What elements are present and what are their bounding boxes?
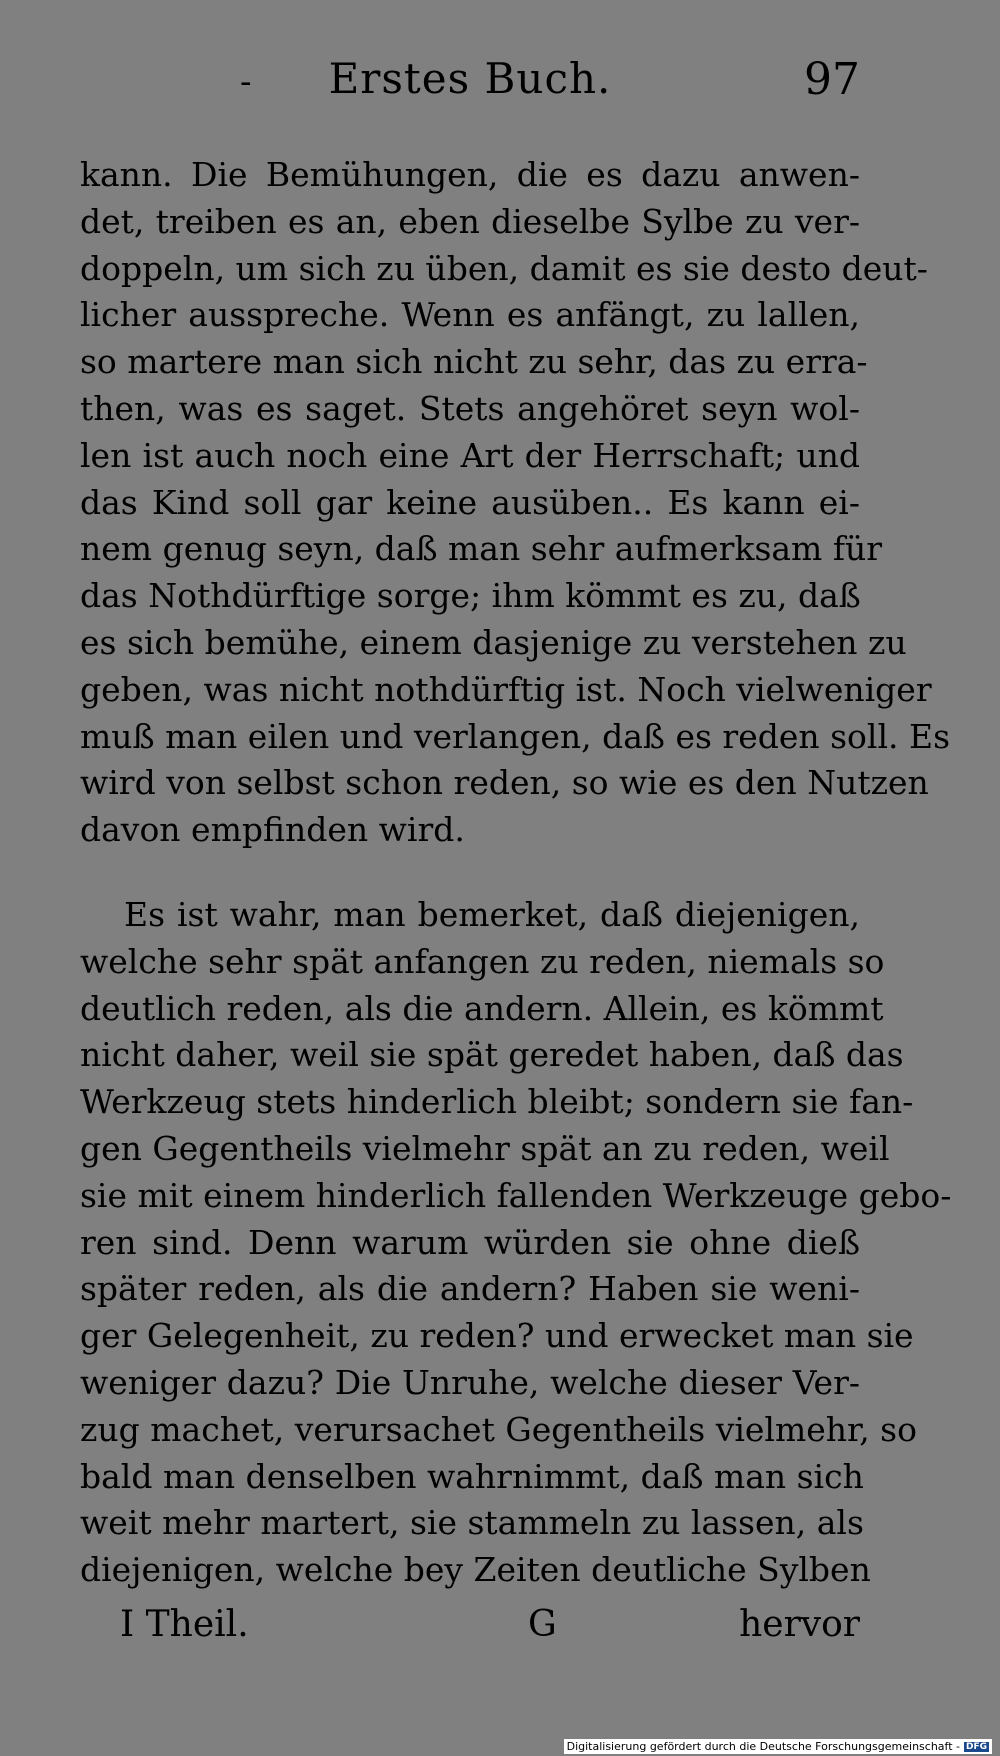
text-line: weniger dazu? Die Unruhe, welche dieser Ver- bbox=[80, 1362, 860, 1402]
text-line: len ist auch noch eine Art der Herrschaft; und bbox=[80, 435, 860, 475]
credit-text: Digitalisierung gefördert durch die Deutsche Forschungsgemeinschaft - bbox=[566, 1740, 960, 1753]
paragraph-1 bbox=[80, 152, 951, 854]
text-line: weit mehr martert, sie stammeln zu lassen, als bbox=[80, 1503, 864, 1543]
text-line: det, treiben es an, eben dieselbe Sylbe zu ver- bbox=[80, 201, 860, 241]
text-line: welche sehr spät anfangen zu reden, niemals so bbox=[80, 941, 885, 981]
text-line: licher ausspreche. Wenn es anfängt, zu lallen, bbox=[80, 295, 860, 335]
text-line: diejenigen, welche bey Zeiten deutliche Sylben bbox=[80, 1550, 871, 1590]
volume-signature: I Theil. bbox=[120, 1604, 249, 1645]
text-line: wird von selbst schon reden, so wie es den Nutzen bbox=[80, 763, 929, 803]
running-header bbox=[80, 54, 860, 114]
text-line: das Nothdürftige sorge; ihm kömmt es zu, daß bbox=[80, 576, 861, 616]
text-line: bald man denselben wahrnimmt, daß man sich bbox=[80, 1456, 864, 1496]
text-line: nicht daher, weil sie spät geredet haben, daß das bbox=[80, 1035, 904, 1075]
text-line: Es ist wahr, man bemerket, daß diejenigen, bbox=[124, 895, 860, 934]
text-line: so martere man sich nicht zu sehr, das zu erra- bbox=[80, 342, 868, 382]
page-number: 97 bbox=[804, 54, 860, 105]
dfg-logo-icon: DFG bbox=[965, 1741, 987, 1752]
text-line: deutlich reden, als die andern. Allein, es kömmt bbox=[80, 988, 884, 1028]
page-footer bbox=[120, 1604, 860, 1654]
text-line: ren sind. Denn warum würden sie ohne dieß bbox=[80, 1222, 860, 1262]
text-line: davon empfinden wird. bbox=[80, 810, 465, 850]
text-line: geben, was nicht nothdürftig ist. Noch vielweniger bbox=[80, 669, 932, 709]
text-line: ger Gelegenheit, zu reden? und erwecket man sie bbox=[80, 1316, 914, 1356]
text-line: zug machet, verursachet Gegentheils vielmehr, so bbox=[80, 1409, 917, 1449]
catchword: hervor bbox=[739, 1604, 860, 1645]
text-line: then, was es saget. Stets angehöret seyn wol- bbox=[80, 388, 860, 428]
header-dash: - bbox=[240, 62, 252, 102]
paragraph-2 bbox=[80, 892, 952, 1594]
digitization-credit bbox=[564, 1739, 992, 1754]
signature-mark: G bbox=[528, 1604, 557, 1645]
text-line: das Kind soll gar keine ausüben.. Es kann ei- bbox=[80, 482, 860, 522]
text-line: nem genug seyn, daß man sehr aufmerksam für bbox=[80, 529, 883, 569]
text-line: gen Gegentheils vielmehr spät an zu reden, weil bbox=[80, 1128, 890, 1168]
running-title: Erstes Buch. bbox=[328, 54, 612, 103]
text-line: kann. Die Bemühungen, die es dazu anwen- bbox=[80, 155, 860, 194]
text-line: doppeln, um sich zu üben, damit es sie desto deut- bbox=[80, 248, 928, 288]
text-line: später reden, als die andern? Haben sie weni- bbox=[80, 1269, 860, 1309]
text-line: es sich bemühe, einem dasjenige zu verstehen zu bbox=[80, 622, 907, 662]
text-line: sie mit einem hinderlich fallenden Werkzeuge gebo- bbox=[80, 1175, 952, 1215]
text-line: Werkzeug stets hinderlich bleibt; sondern sie fan- bbox=[80, 1082, 914, 1122]
text-line: muß man eilen und verlangen, daß es reden soll. Es bbox=[80, 716, 951, 756]
